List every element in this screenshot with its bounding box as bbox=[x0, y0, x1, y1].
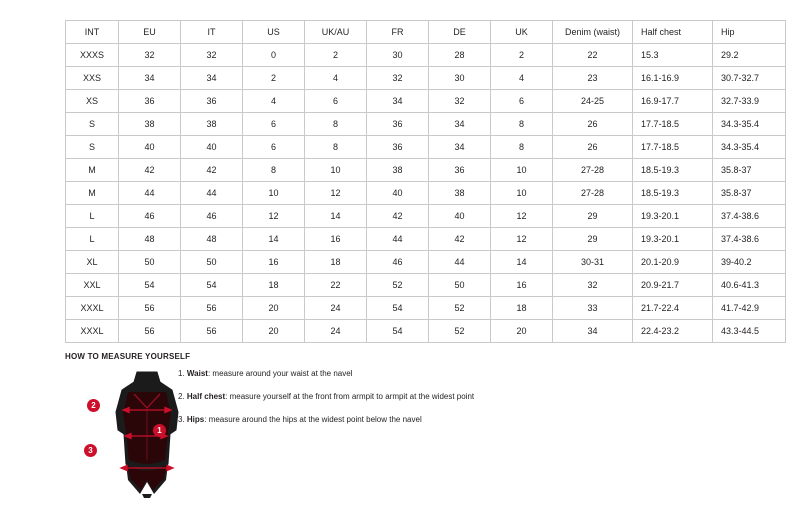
cell-eu: 54 bbox=[119, 274, 181, 297]
cell-half-chest: 16.9-17.7 bbox=[633, 90, 713, 113]
column-header: UK bbox=[491, 21, 553, 44]
cell-uk: 2 bbox=[491, 44, 553, 67]
step-label: Hips bbox=[186, 415, 205, 424]
cell-uk: 20 bbox=[491, 320, 553, 343]
cell-hip: 29.2 bbox=[713, 44, 786, 67]
cell-us: 8 bbox=[243, 159, 305, 182]
cell-uk: 12 bbox=[491, 205, 553, 228]
cell-denim: 27-28 bbox=[553, 182, 633, 205]
cell-fr: 36 bbox=[367, 113, 429, 136]
cell-fr: 38 bbox=[367, 159, 429, 182]
size-chart-table bbox=[65, 20, 786, 343]
cell-it: 36 bbox=[181, 90, 243, 113]
table-row bbox=[66, 136, 786, 159]
cell-hip: 40.6-41.3 bbox=[713, 274, 786, 297]
cell-us: 20 bbox=[243, 297, 305, 320]
cell-half-chest: 18.5-19.3 bbox=[633, 182, 713, 205]
cell-eu: 42 bbox=[119, 159, 181, 182]
cell-uk: 4 bbox=[491, 67, 553, 90]
cell-eu: 50 bbox=[119, 251, 181, 274]
cell-eu: 56 bbox=[119, 320, 181, 343]
cell-us: 0 bbox=[243, 44, 305, 67]
cell-hip: 39-40.2 bbox=[713, 251, 786, 274]
cell-eu: 32 bbox=[119, 44, 181, 67]
step-text: : measure around your waist at the navel bbox=[207, 369, 353, 378]
cell-it: 56 bbox=[181, 320, 243, 343]
cell-int: S bbox=[66, 136, 119, 159]
cell-denim: 33 bbox=[553, 297, 633, 320]
step-number: 3. bbox=[178, 415, 185, 424]
cell-it: 50 bbox=[181, 251, 243, 274]
cell-fr: 34 bbox=[367, 90, 429, 113]
cell-int: XXS bbox=[66, 67, 119, 90]
cell-it: 54 bbox=[181, 274, 243, 297]
measure-step-hips bbox=[178, 414, 598, 425]
cell-hip: 34.3-35.4 bbox=[713, 113, 786, 136]
cell-half-chest: 15.3 bbox=[633, 44, 713, 67]
cell-de: 30 bbox=[429, 67, 491, 90]
cell-it: 34 bbox=[181, 67, 243, 90]
cell-uk: 8 bbox=[491, 113, 553, 136]
cell-fr: 46 bbox=[367, 251, 429, 274]
cell-it: 44 bbox=[181, 182, 243, 205]
column-header: Hip bbox=[713, 21, 786, 44]
cell-de: 32 bbox=[429, 90, 491, 113]
cell-uk: 10 bbox=[491, 159, 553, 182]
table-header-row bbox=[66, 21, 786, 44]
cell-us: 2 bbox=[243, 67, 305, 90]
cell-de: 34 bbox=[429, 136, 491, 159]
cell-de: 34 bbox=[429, 113, 491, 136]
cell-de: 44 bbox=[429, 251, 491, 274]
cell-us: 16 bbox=[243, 251, 305, 274]
cell-denim: 27-28 bbox=[553, 159, 633, 182]
cell-denim: 23 bbox=[553, 67, 633, 90]
cell-us: 14 bbox=[243, 228, 305, 251]
cell-hip: 43.3-44.5 bbox=[713, 320, 786, 343]
table-row bbox=[66, 90, 786, 113]
step-text: : measure around the hips at the widest point below the navel bbox=[204, 415, 422, 424]
column-header: INT bbox=[66, 21, 119, 44]
cell-it: 56 bbox=[181, 297, 243, 320]
cell-denim: 34 bbox=[553, 320, 633, 343]
cell-hip: 34.3-35.4 bbox=[713, 136, 786, 159]
cell-int: XXXS bbox=[66, 44, 119, 67]
cell-hip: 35.8-37 bbox=[713, 159, 786, 182]
column-header: UK/AU bbox=[305, 21, 367, 44]
step-number: 1. bbox=[178, 369, 185, 378]
table-row bbox=[66, 320, 786, 343]
cell-fr: 42 bbox=[367, 205, 429, 228]
cell-it: 38 bbox=[181, 113, 243, 136]
marker-waist: 1 bbox=[153, 424, 166, 437]
cell-uk: 16 bbox=[491, 274, 553, 297]
cell-de: 42 bbox=[429, 228, 491, 251]
how-to-measure-title: HOW TO MEASURE YOURSELF bbox=[65, 352, 191, 361]
cell-eu: 44 bbox=[119, 182, 181, 205]
cell-denim: 24-25 bbox=[553, 90, 633, 113]
cell-denim: 32 bbox=[553, 274, 633, 297]
table-row bbox=[66, 159, 786, 182]
cell-half-chest: 19.3-20.1 bbox=[633, 205, 713, 228]
table-row bbox=[66, 182, 786, 205]
column-header: FR bbox=[367, 21, 429, 44]
cell-fr: 44 bbox=[367, 228, 429, 251]
measure-instructions bbox=[178, 368, 598, 437]
cell-us: 10 bbox=[243, 182, 305, 205]
step-label: Half chest bbox=[186, 392, 226, 401]
cell-denim: 26 bbox=[553, 113, 633, 136]
cell-half-chest: 17.7-18.5 bbox=[633, 113, 713, 136]
cell-int: XS bbox=[66, 90, 119, 113]
cell-ukau: 12 bbox=[305, 182, 367, 205]
column-header: IT bbox=[181, 21, 243, 44]
cell-it: 32 bbox=[181, 44, 243, 67]
cell-denim: 26 bbox=[553, 136, 633, 159]
cell-eu: 56 bbox=[119, 297, 181, 320]
cell-eu: 36 bbox=[119, 90, 181, 113]
cell-ukau: 24 bbox=[305, 320, 367, 343]
cell-it: 48 bbox=[181, 228, 243, 251]
cell-ukau: 24 bbox=[305, 297, 367, 320]
cell-hip: 32.7-33.9 bbox=[713, 90, 786, 113]
size-chart-container bbox=[65, 20, 760, 343]
cell-us: 4 bbox=[243, 90, 305, 113]
cell-hip: 37.4-38.6 bbox=[713, 205, 786, 228]
cell-int: XXXL bbox=[66, 320, 119, 343]
column-header: US bbox=[243, 21, 305, 44]
cell-de: 36 bbox=[429, 159, 491, 182]
cell-denim: 30-31 bbox=[553, 251, 633, 274]
table-row bbox=[66, 274, 786, 297]
cell-it: 42 bbox=[181, 159, 243, 182]
cell-hip: 30.7-32.7 bbox=[713, 67, 786, 90]
cell-us: 12 bbox=[243, 205, 305, 228]
cell-ukau: 10 bbox=[305, 159, 367, 182]
cell-hip: 35.8-37 bbox=[713, 182, 786, 205]
cell-us: 6 bbox=[243, 113, 305, 136]
cell-uk: 12 bbox=[491, 228, 553, 251]
cell-de: 52 bbox=[429, 297, 491, 320]
cell-int: L bbox=[66, 205, 119, 228]
cell-ukau: 22 bbox=[305, 274, 367, 297]
column-header: EU bbox=[119, 21, 181, 44]
cell-ukau: 6 bbox=[305, 90, 367, 113]
step-text: : measure yourself at the front from armpit to armpit at the widest point bbox=[225, 392, 475, 401]
cell-de: 28 bbox=[429, 44, 491, 67]
cell-uk: 8 bbox=[491, 136, 553, 159]
cell-denim: 22 bbox=[553, 44, 633, 67]
cell-eu: 40 bbox=[119, 136, 181, 159]
table-row bbox=[66, 113, 786, 136]
cell-int: L bbox=[66, 228, 119, 251]
cell-ukau: 16 bbox=[305, 228, 367, 251]
cell-us: 18 bbox=[243, 274, 305, 297]
cell-fr: 32 bbox=[367, 67, 429, 90]
cell-half-chest: 20.1-20.9 bbox=[633, 251, 713, 274]
cell-ukau: 18 bbox=[305, 251, 367, 274]
cell-int: XXXL bbox=[66, 297, 119, 320]
cell-it: 40 bbox=[181, 136, 243, 159]
table-row bbox=[66, 228, 786, 251]
cell-ukau: 14 bbox=[305, 205, 367, 228]
cell-fr: 54 bbox=[367, 297, 429, 320]
cell-half-chest: 21.7-22.4 bbox=[633, 297, 713, 320]
cell-half-chest: 19.3-20.1 bbox=[633, 228, 713, 251]
step-number: 2. bbox=[178, 392, 185, 401]
cell-int: S bbox=[66, 113, 119, 136]
cell-denim: 29 bbox=[553, 228, 633, 251]
cell-half-chest: 20.9-21.7 bbox=[633, 274, 713, 297]
measure-step-half-chest bbox=[178, 391, 598, 402]
cell-uk: 10 bbox=[491, 182, 553, 205]
cell-fr: 36 bbox=[367, 136, 429, 159]
cell-us: 20 bbox=[243, 320, 305, 343]
cell-half-chest: 22.4-23.2 bbox=[633, 320, 713, 343]
cell-fr: 40 bbox=[367, 182, 429, 205]
cell-ukau: 2 bbox=[305, 44, 367, 67]
cell-hip: 41.7-42.9 bbox=[713, 297, 786, 320]
column-header: Denim (waist) bbox=[553, 21, 633, 44]
step-label: Waist bbox=[186, 369, 208, 378]
cell-fr: 30 bbox=[367, 44, 429, 67]
cell-uk: 18 bbox=[491, 297, 553, 320]
cell-eu: 38 bbox=[119, 113, 181, 136]
cell-uk: 6 bbox=[491, 90, 553, 113]
cell-de: 40 bbox=[429, 205, 491, 228]
table-row bbox=[66, 205, 786, 228]
measure-step-waist bbox=[178, 368, 598, 379]
cell-int: M bbox=[66, 182, 119, 205]
cell-fr: 54 bbox=[367, 320, 429, 343]
cell-eu: 46 bbox=[119, 205, 181, 228]
cell-half-chest: 16.1-16.9 bbox=[633, 67, 713, 90]
cell-half-chest: 17.7-18.5 bbox=[633, 136, 713, 159]
cell-eu: 48 bbox=[119, 228, 181, 251]
table-row bbox=[66, 44, 786, 67]
cell-half-chest: 18.5-19.3 bbox=[633, 159, 713, 182]
cell-fr: 52 bbox=[367, 274, 429, 297]
cell-eu: 34 bbox=[119, 67, 181, 90]
cell-denim: 29 bbox=[553, 205, 633, 228]
marker-hips: 3 bbox=[84, 444, 97, 457]
cell-uk: 14 bbox=[491, 251, 553, 274]
cell-int: XL bbox=[66, 251, 119, 274]
table-row bbox=[66, 297, 786, 320]
column-header: DE bbox=[429, 21, 491, 44]
cell-it: 46 bbox=[181, 205, 243, 228]
cell-int: XXL bbox=[66, 274, 119, 297]
table-row bbox=[66, 67, 786, 90]
cell-ukau: 4 bbox=[305, 67, 367, 90]
cell-int: M bbox=[66, 159, 119, 182]
cell-de: 38 bbox=[429, 182, 491, 205]
cell-us: 6 bbox=[243, 136, 305, 159]
cell-de: 52 bbox=[429, 320, 491, 343]
cell-ukau: 8 bbox=[305, 113, 367, 136]
cell-hip: 37.4-38.6 bbox=[713, 228, 786, 251]
column-header: Half chest bbox=[633, 21, 713, 44]
table-row bbox=[66, 251, 786, 274]
marker-half-chest: 2 bbox=[87, 399, 100, 412]
cell-de: 50 bbox=[429, 274, 491, 297]
cell-ukau: 8 bbox=[305, 136, 367, 159]
